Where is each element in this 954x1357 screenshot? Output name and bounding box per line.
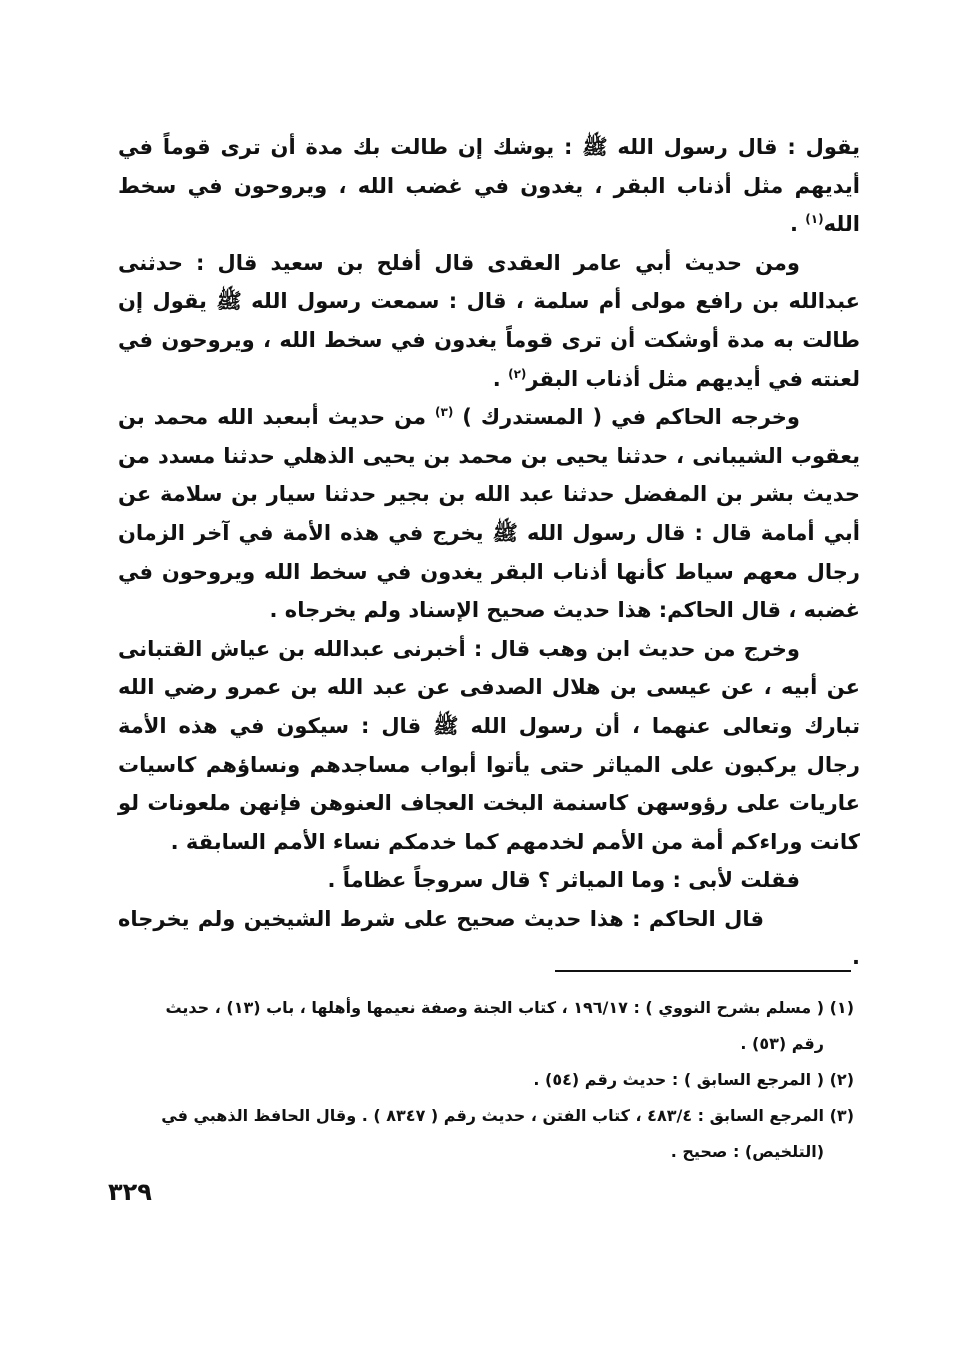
paragraph-5: فقلت لأبى : وما المياثر ؟ قال سروجاً عظاماً . bbox=[327, 868, 800, 893]
footnotes bbox=[108, 990, 854, 1170]
paragraph-1 bbox=[118, 128, 860, 244]
footnote-ref-2: (٢) bbox=[508, 366, 527, 381]
main-text bbox=[118, 128, 860, 977]
footnote-ref-3: (٣) bbox=[435, 405, 454, 420]
page-number: ٣٢٩ bbox=[108, 1178, 152, 1206]
paragraph-3-start: وخرجه الحاكم في ( المستدرك ) bbox=[453, 405, 800, 430]
footnote-1-continuation: رقم (٥٣) . bbox=[740, 1034, 824, 1053]
paragraph-6: قال الحاكم : هذا حديث صحيح على شرط الشيخين ولم يخرجاه . bbox=[118, 906, 860, 970]
footnote-3-continuation: (التلخيص) : صحيح . bbox=[670, 1142, 824, 1161]
paragraph-4: وخرج من حديث ابن وهب قال : أخبرنى عبدالله بن عياش القتبانى عن أبيه ، عن عيسى بن هلال الصدفى عن عبد الله بن عمرو رضي الله تبارك وتعالى عنهما ، أن رسول الله ﷺ قال : سيكون في هذه الأمة رجال يركبون على المياثر حتى يأتوا أبواب مساجدهم ونساؤهم كاسيات عاريات على رؤوسهن كاسنمة البخت العجاف العنوهن فإنهن ملعونات لو كانت وراءكم أمة من الأمم لخدمهم كما خدمكم نساء الأمم السابقة . bbox=[118, 636, 860, 854]
footnote-3: (٣) المرجع السابق : ٤٨٣/٤ ، كتاب الفتن ، حديث رقم ( ٨٣٤٧ ) . وقال الحافظ الذهبي في bbox=[161, 1106, 854, 1125]
paragraph-1-end: . bbox=[790, 212, 806, 237]
paragraph-2-end: . bbox=[492, 366, 509, 391]
paragraph-2 bbox=[118, 244, 860, 398]
footnote-2: (٢) ( المرجع السابق ) : حديث رقم (٥٤) . bbox=[533, 1070, 854, 1089]
paragraph-3 bbox=[118, 398, 860, 630]
footnote-1: (١) ( مسلم بشرح النووي ) : ١٩٦/١٧ ، كتاب الجنة وصفة نعيمها وأهلها ، باب (١٣) ، حديث bbox=[165, 998, 854, 1017]
paragraph-1-text: يقول : قال رسول الله ﷺ : يوشك إن طالت بك مدة أن ترى قوماً في أيديهم مثل أذناب البقر ، يغدون في غضب الله ، ويروحون في سخط الله bbox=[118, 135, 860, 237]
footnote-ref-1: (١) bbox=[805, 212, 824, 227]
footnote-separator bbox=[555, 970, 851, 972]
paragraph-2-text: ومن حديث أبي عامر العقدى قال أفلح بن سعيد قال : حدثنى عبدالله بن رافع مولى أم سلمة ، قال : سمعت رسول الله ﷺ يقول إن طالت به مدة أوشكت أن ترى قوماً يغدون في سخط الله ، ويروحون في لعنته في أيديهم مثل أذناب البقر bbox=[118, 250, 860, 391]
paragraph-3-text: من حديث أبىعبد الله محمد بن يعقوب الشيبانى ، حدثنا يحيى بن محمد بن يحيى الذهلي حدثنا مسدد من حديث بشر بن المفضل حدثنا عبد الله بن بجير حدثنا سيار بن سلامة عن أبي أمامة قال : قال رسول الله ﷺ يخرج في هذه الأمة في آخر الزمان رجال معهم سياط كأنها أذناب البقر يغدون في سخط الله ويروحون في غضبه ، قال الحاكم: هذا حديث صحيح الإسناد ولم يخرجاه . bbox=[118, 405, 860, 623]
